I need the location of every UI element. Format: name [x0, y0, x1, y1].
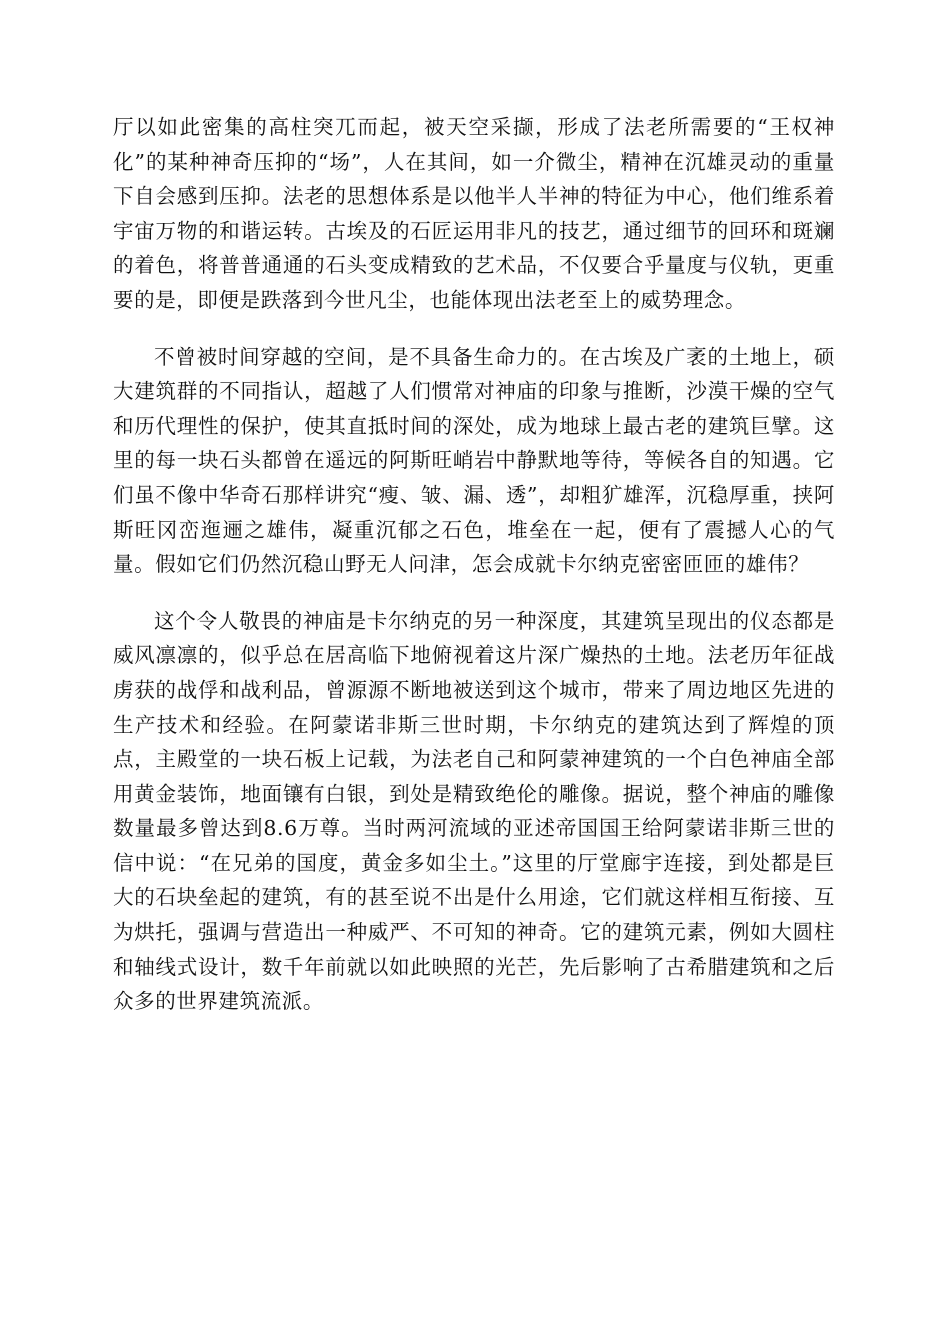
paragraph-1: 厅以如此密集的高柱突兀而起，被天空采撷，形成了法老所需要的“王权神化”的某种神奇压抑的“场”，人在其间，如一介微尘，精神在沉雄灵动的重量下自会感到压抑。法老的思想体系是以他半人半神的特征为中心，他们维系着宇宙万物的和谐运转。古埃及的石匠运用非凡的技艺，通过细节的回环和斑斓的着色，将普普通通的石头变成精致的艺术品，不仅要合乎量度与仪轨，更重要的是，即便是跌落到今世凡尘，也能体现出法老至上的威势理念。: [113, 115, 835, 312]
body-text: [113, 110, 835, 1019]
paragraph-3: 这个令人敬畏的神庙是卡尔纳克的另一种深度，其建筑呈现出的仪态都是威风凛凛的，似乎总在居高临下地俯视着这片深广燥热的土地。法老历年征战虏获的战俘和战利品，曾源源不断地被送到这个城市，带来了周边地区先进的生产技术和经验。在阿蒙诺非斯三世时期，卡尔纳克的建筑达到了辉煌的顶点，主殿堂的一块石板上记载，为法老自己和阿蒙神建筑的一个白色神庙全部用黄金装饰，地面镶有白银，到处是精致绝伦的雕像。据说，整个神庙的雕像数量最多曾达到8.6万尊。当时两河流域的亚述帝国国王给阿蒙诺非斯三世的信中说：“在兄弟的国度，黄金多如尘土。”这里的厅堂廊宇连接，到处都是巨大的石块垒起的建筑，有的甚至说不出是什么用途，它们就这样相互衔接、互为烘托，强调与营造出一种威严、不可知的神奇。它的建筑元素，例如大圆柱和轴线式设计，数千年前就以如此映照的光芒，先后影响了古希腊建筑和之后众多的世界建筑流派。: [113, 608, 835, 1014]
paragraph-2: 不曾被时间穿越的空间，是不具备生命力的。在古埃及广袤的土地上，硕大建筑群的不同指认，超越了人们惯常对神庙的印象与推断，沙漠干燥的空气和历代理性的保护，使其直抵时间的深处，成为地球上最古老的建筑巨擘。这里的每一块石头都曾在遥远的阿斯旺峭岩中静默地等待，等候各自的知遇。它们虽不像中华奇石那样讲究“瘦、皱、漏、透”，却粗犷雄浑，沉稳厚重，挟阿斯旺冈峦迤逦之雄伟，凝重沉郁之石色，堆垒在一起，便有了震撼人心的气量。假如它们仍然沉稳山野无人问津，怎会成就卡尔纳克密密匝匝的雄伟？: [113, 344, 835, 577]
